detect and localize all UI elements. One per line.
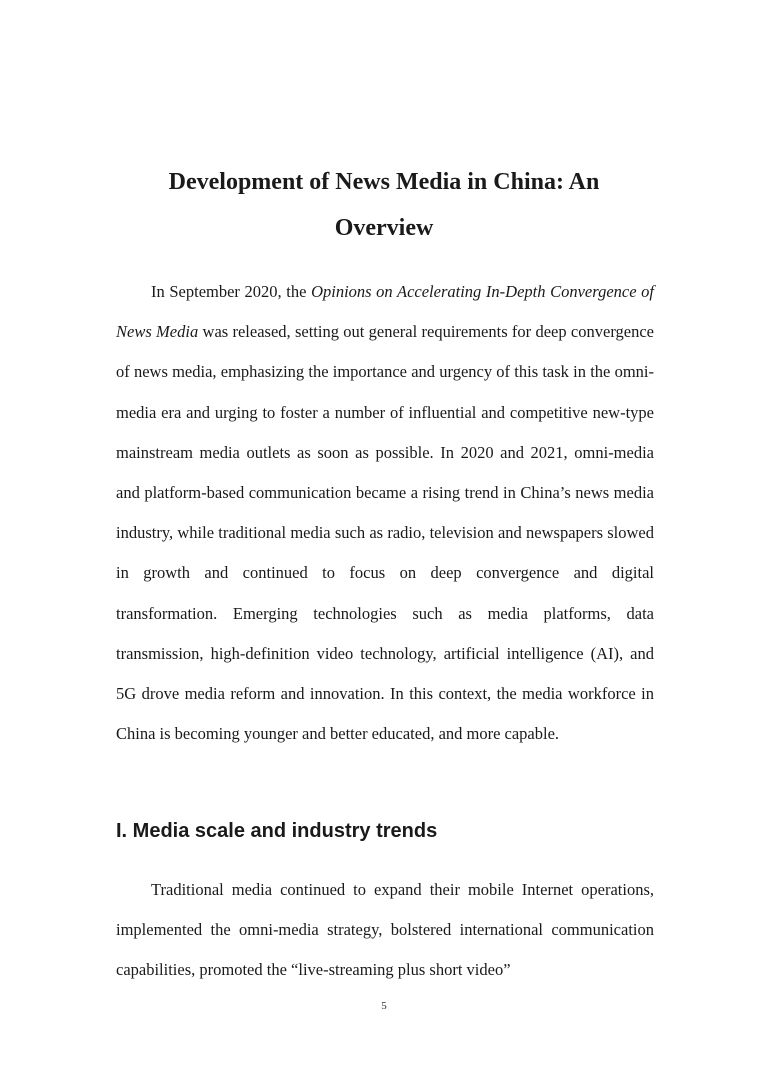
intro-lead: In September 2020, the xyxy=(151,282,312,301)
section-paragraph: Traditional media continued to expand their mobile Internet operations, implemented the omni-media strategy, bolstered international communication capabilities, promoted the “live-streaming plus short video” xyxy=(116,880,654,980)
page-number: 5 xyxy=(381,1000,387,1012)
intro-paragraph xyxy=(116,272,654,754)
document-title-line-2: Overview xyxy=(334,215,434,241)
document-title-line-1: Development of News Media in China: An xyxy=(168,169,600,195)
intro-italic-title: Opinions on Accelerating In-Depth Convergence of News Media xyxy=(116,282,654,342)
section-heading: I. Media scale and industry trends xyxy=(116,820,438,842)
intro-rest: was released, setting out general requirements for deep convergence of news media, emphasizing the importance and urgency of this task in the omni-media era and urging to foster a number of influential and competitive new-type mainstream media outlets as soon as possible. In 2020 and 2021, omni-media and platform-based communication became a rising trend in China’s news media industry, while traditional media such as radio, television and newspapers slowed in growth and continued to focus on deep convergence and digital transformation. Emerging technologies such as media platforms, data transmission, high-definition video technology, artificial intelligence (AI), and 5G drove media reform and innovation. In this context, the media workforce in China is becoming younger and better educated, and more capable. xyxy=(116,322,654,744)
